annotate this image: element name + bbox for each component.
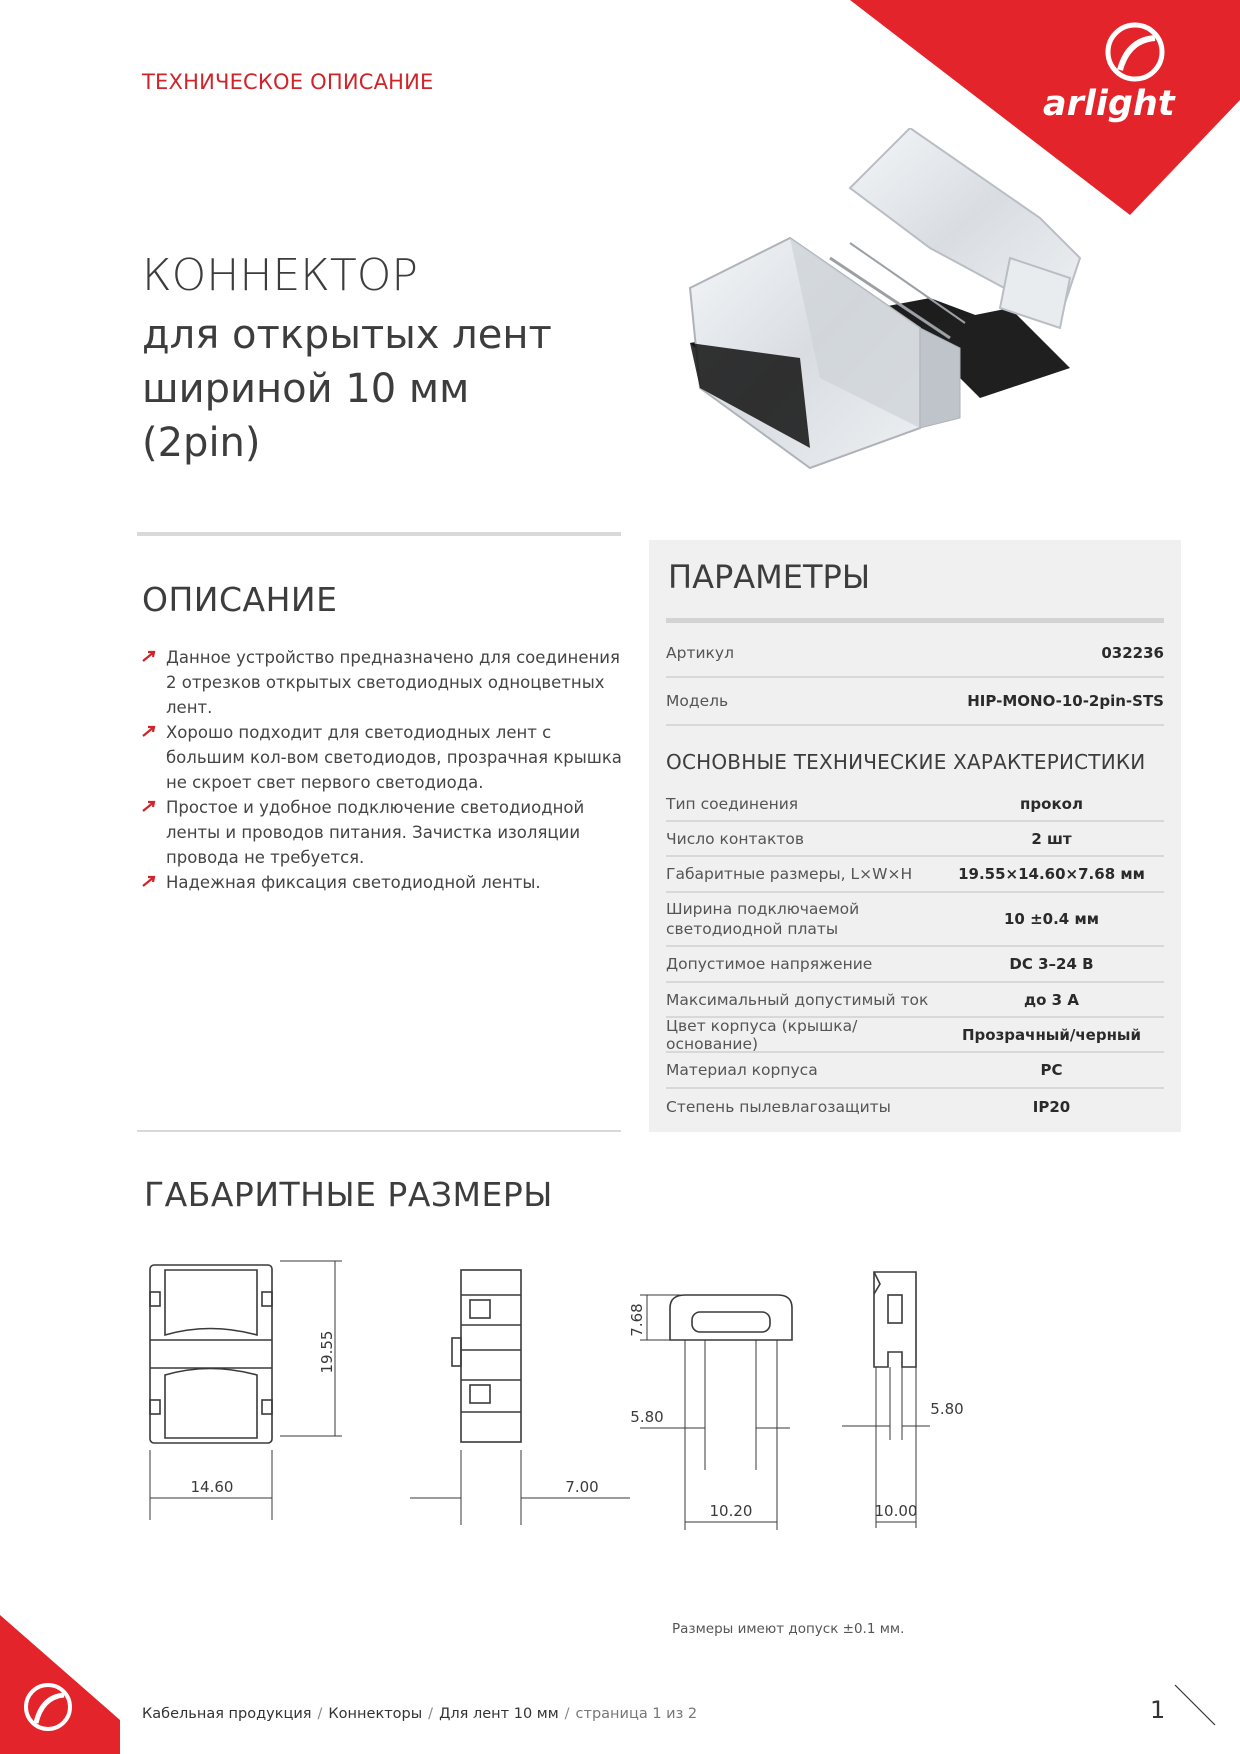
dim-front-width-label: 10.20 <box>709 1502 753 1520</box>
subtitle-line-3: (2pin) <box>142 420 261 466</box>
breadcrumb-item[interactable]: Кабельная продукция <box>142 1706 312 1722</box>
specs-table <box>666 787 1164 1125</box>
spec-row <box>666 1053 1164 1089</box>
spec-value: 19.55×14.60×7.68 мм <box>958 865 1145 883</box>
dimensions-heading: ГАБАРИТНЫЕ РАЗМЕРЫ <box>144 1175 553 1214</box>
spec-row <box>666 1089 1164 1125</box>
spec-label: Материал корпуса <box>666 1061 818 1079</box>
description-item <box>142 870 622 895</box>
spec-row <box>666 822 1164 857</box>
product-photo <box>680 128 1100 528</box>
description-heading: ОПИСАНИЕ <box>142 580 338 619</box>
end-view-drawing <box>842 1272 930 1528</box>
top-view-drawing <box>150 1261 342 1520</box>
dim-front-height-label: 7.68 <box>628 1303 646 1337</box>
arrow-bullet-icon <box>142 875 156 887</box>
description-item <box>142 720 622 795</box>
parameters-heading: ПАРАМЕТРЫ <box>668 558 871 596</box>
description-list <box>142 645 622 895</box>
spec-label: Максимальный допустимый ток <box>666 990 929 1009</box>
spec-row <box>666 787 1164 822</box>
description-text: Данное устройство предназначено для соединения 2 отрезков открытых светодиодных одноцветных лент. <box>166 648 620 717</box>
document-type-label: ТЕХНИЧЕСКОЕ ОПИСАНИЕ <box>142 70 434 94</box>
subtitle-line-2: шириной 10 мм <box>142 366 470 412</box>
spec-value: DC 3–24 В <box>1009 955 1094 973</box>
dimension-drawings <box>130 1240 990 1540</box>
breadcrumb-item[interactable]: Коннекторы <box>328 1706 423 1722</box>
spec-label: Габаритные размеры, L×W×H <box>666 865 913 883</box>
article-row <box>666 630 1164 678</box>
dim-width-label: 14.60 <box>190 1478 234 1496</box>
divider <box>137 1130 621 1132</box>
spec-row <box>666 983 1164 1018</box>
divider <box>137 532 621 536</box>
brand-name: arlight <box>1043 84 1175 124</box>
article-value: 032236 <box>1101 644 1164 662</box>
article-label: Артикул <box>666 644 734 662</box>
subtitle-line-1: для открытых лент <box>142 312 552 358</box>
spec-row <box>666 947 1164 983</box>
product-title: КОННЕКТОР <box>142 250 418 301</box>
spec-row <box>666 893 1164 947</box>
dim-side-label: 7.00 <box>565 1478 599 1496</box>
dim-height-label: 19.55 <box>318 1330 336 1374</box>
spec-label: Ширина подключаемой светодиодной платы <box>666 900 860 938</box>
spec-value: прокол <box>1020 794 1083 813</box>
spec-value: IP20 <box>1032 1098 1071 1116</box>
spec-value: PC <box>1040 1061 1063 1079</box>
description-item <box>142 795 622 870</box>
spec-label: Цвет корпуса (крышка/основание) <box>666 1016 858 1053</box>
dim-end-width-label: 10.00 <box>874 1502 918 1520</box>
breadcrumb: Кабельная продукция / Коннекторы / Для лент 10 мм / страница 1 из 2 <box>142 1706 698 1722</box>
spec-label: Допустимое напряжение <box>666 955 873 973</box>
spec-value: 2 шт <box>1031 829 1072 848</box>
footer-corner-logo <box>0 1615 120 1754</box>
model-value: HIP-MONO-10-2pin-STS <box>967 692 1164 710</box>
spec-row <box>666 857 1164 893</box>
spec-label: Тип соединения <box>666 794 799 813</box>
spec-value: до 3 А <box>1024 990 1079 1009</box>
spec-label: Число контактов <box>666 829 805 848</box>
page-info: страница 1 из 2 <box>575 1706 698 1722</box>
product-subtitle <box>142 308 662 470</box>
description-item <box>142 645 622 720</box>
divider <box>666 618 1164 623</box>
arrow-bullet-icon <box>142 800 156 812</box>
description-text: Хорошо подходит для светодиодных лент с большим кол-вом светодиодов, прозрачная крышка не скроет свет первого светодиода. <box>166 723 622 792</box>
dim-end-pin-label: 5.80 <box>930 1400 964 1418</box>
arrow-bullet-icon <box>142 650 156 662</box>
description-text: Простое и удобное подключение светодиодной ленты и проводов питания. Зачистка изоляции провода не требуется. <box>166 798 585 867</box>
arrow-bullet-icon <box>142 725 156 737</box>
description-text: Надежная фиксация светодиодной ленты. <box>166 873 541 892</box>
identity-table <box>666 630 1164 726</box>
page-number: 1 <box>1150 1696 1166 1724</box>
specs-heading: ОСНОВНЫЕ ТЕХНИЧЕСКИЕ ХАРАКТЕРИСТИКИ <box>666 750 1146 774</box>
spec-row <box>666 1018 1164 1053</box>
tolerance-note: Размеры имеют допуск ±0.1 мм. <box>672 1621 905 1637</box>
model-row <box>666 678 1164 726</box>
page-slash-decoration <box>1170 1680 1220 1730</box>
model-label: Модель <box>666 692 729 710</box>
spec-label: Степень пылевлагозащиты <box>666 1098 891 1116</box>
dim-front-pin-label: 5.80 <box>630 1408 664 1426</box>
breadcrumb-item[interactable]: Для лент 10 мм <box>439 1706 559 1722</box>
spec-value: 10 ±0.4 мм <box>1004 910 1099 928</box>
spec-value: Прозрачный/черный <box>961 1025 1142 1044</box>
